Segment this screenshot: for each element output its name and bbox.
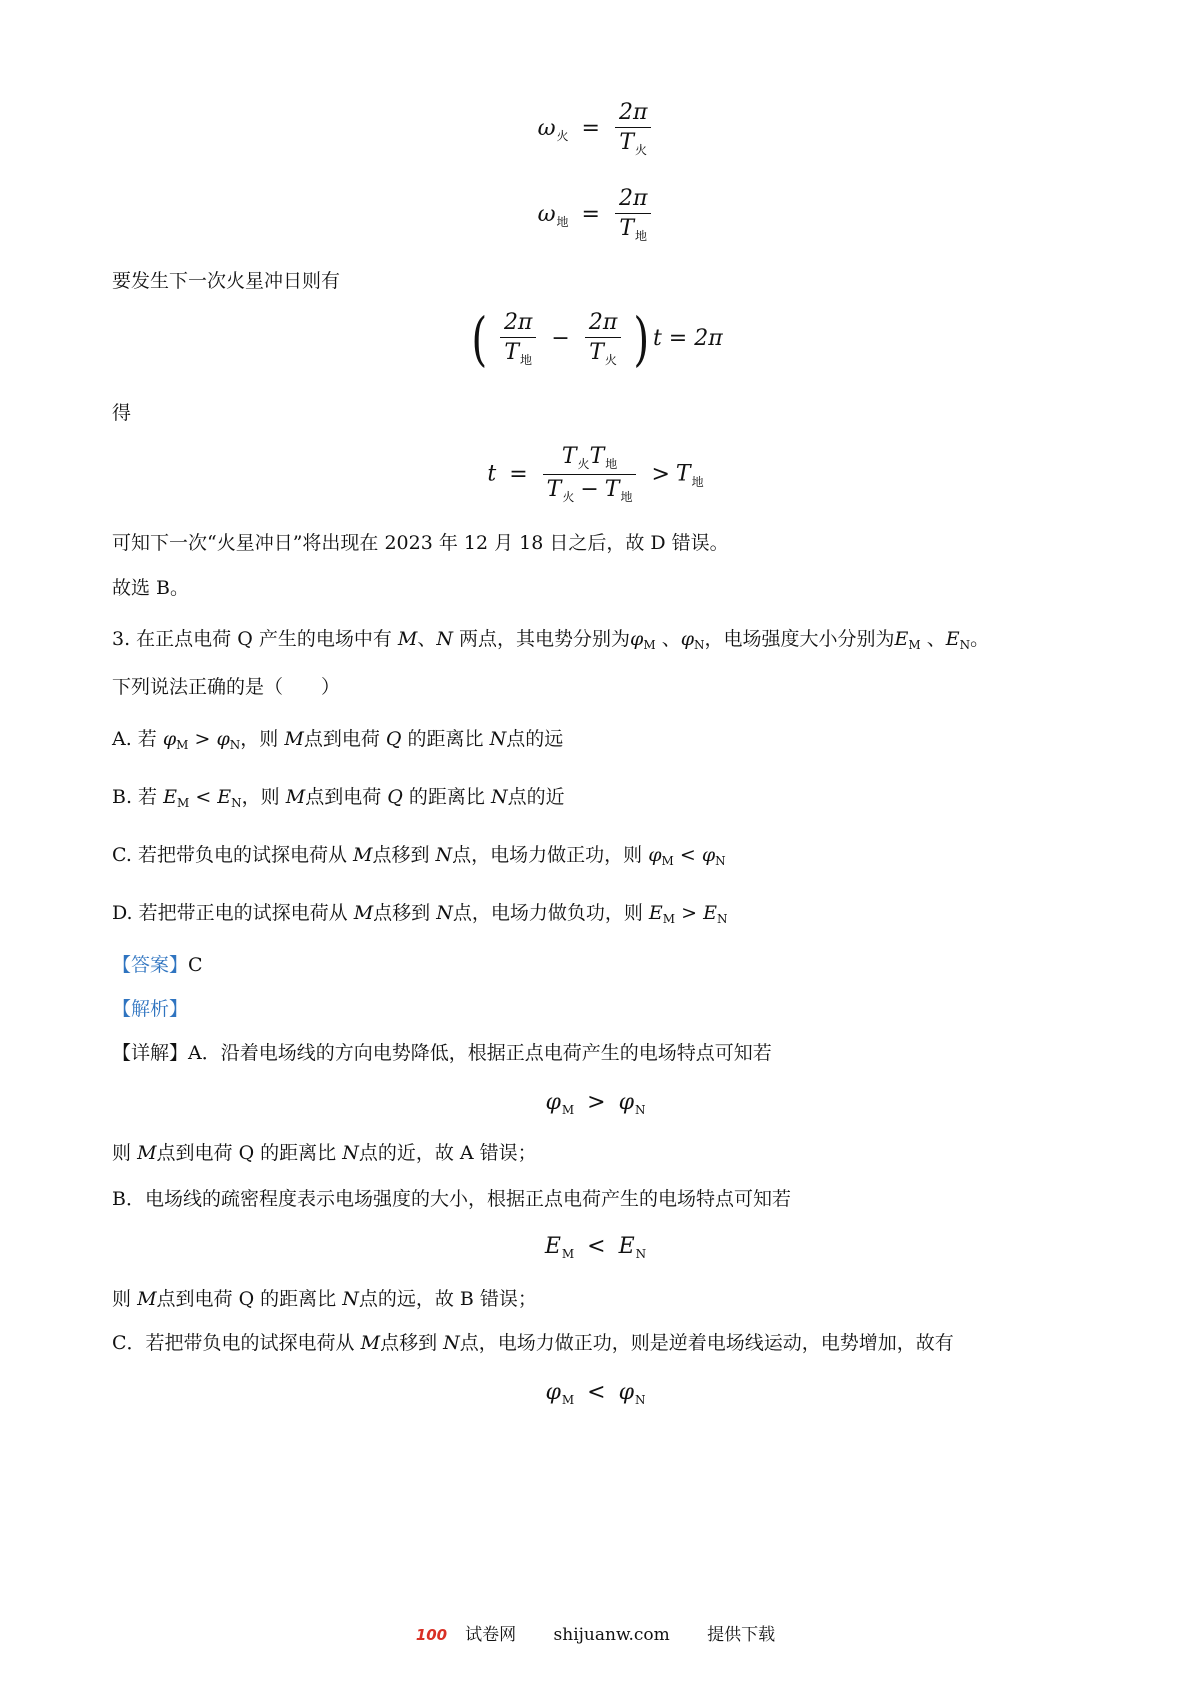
question3-option-b: B. 若 $E_M < E_N$，则 M点到电荷 Q 的距离比 N点的近 (112, 786, 565, 810)
detail-b-conclusion: 则 M点到电荷 Q 的距离比 N点的远，故 B 错误； (112, 1288, 537, 1310)
detail-a-conclusion: 则 M点到电荷 Q 的距离比 N点的近，故 A 错误； (112, 1142, 537, 1164)
question3-option-a: A. 若 $\varphi_M > \varphi_N$，则 M点到电荷 Q 的距离比 N点的远 (112, 728, 564, 752)
page-footer (0, 1620, 1191, 1645)
equation-t-result: t = $\frac{T_火T_地}{T_火 - T_地}$ > $T_地$ (487, 444, 704, 504)
download-text: 提供下载 (707, 1625, 776, 1645)
equation-omega-earth: $\omega_地$ = $\frac{2\pi}{T_地}$ (0, 186, 1191, 244)
site-name: 试卷网 (465, 1625, 517, 1645)
question3-option-c: C. 若把带负电的试探电荷从 M点移到 N点，电场力做正功，则 $\varphi_M < \varphi_N$ (112, 844, 726, 868)
text-de: 得 (112, 402, 132, 424)
question3-stem-line2: 下列说法正确的是（ ） (112, 676, 341, 698)
detail-c: C．若把带负电的试探电荷从 M点移到 N点，电场力做正功，则是逆着电场线运动，电势增加，故有 (112, 1332, 954, 1354)
equation-e-lt: $E_M < E_N$ (544, 1234, 647, 1261)
question3-option-d: D. 若把带正电的试探电荷从 M点移到 N点，电场力做负功，则 $E_M > E_N$ (112, 902, 728, 926)
answer-tag: 【答案】 (112, 954, 189, 976)
equation-phi-gt: $\varphi_M > \varphi_N$ (545, 1090, 646, 1117)
text-next-opposition: 要发生下一次火星冲日则有 (112, 270, 341, 292)
question3-stem-line1: 3. 在正点电荷 Q 产生的电场中有 M、N 两点，其电势分别为$\varphi_M$ 、$\varphi_N$，电场强度大小分别为$E_M$ 、$E_N$。 (112, 628, 990, 652)
text-conclusion: 可知下一次“火星冲日”将出现在 2023 年 12 月 18 日之后，故 D 错误。 (112, 532, 729, 554)
site-logo: 100 (415, 1626, 448, 1644)
text-choose-b: 故选 B。 (112, 577, 190, 599)
equation-omega-fire: $\omega_火$ = $\frac{2\pi}{T_火}$ (0, 100, 1191, 158)
equation-phi-lt: $\varphi_M < \varphi_N$ (545, 1380, 646, 1407)
answer-line (112, 952, 203, 978)
equation-synodic: ( $\frac{2\pi}{T_地}$ − $\frac{2\pi}{T_火}$ ) t = 2π (471, 305, 723, 373)
answer-value: C (188, 954, 203, 976)
analysis-tag: 【解析】 (112, 998, 189, 1020)
site-domain-link[interactable]: shijuanw.com (553, 1625, 670, 1645)
detail-a: 【详解】A．沿着电场线的方向电势降低，根据正点电荷产生的电场特点可知若 (112, 1042, 772, 1064)
detail-b: B．电场线的疏密程度表示电场强度的大小，根据正点电荷产生的电场特点可知若 (112, 1188, 791, 1210)
